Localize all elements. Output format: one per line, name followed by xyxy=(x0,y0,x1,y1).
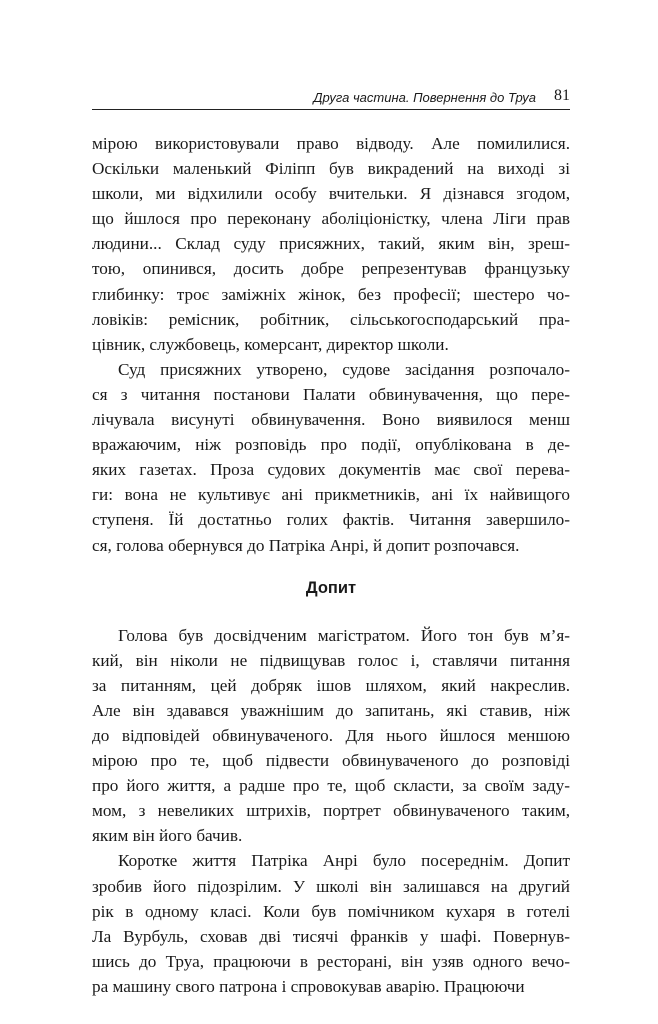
text-line: ся, голова обернувся до Патріка Анрі, й допит розпочався. xyxy=(92,535,520,555)
text-line: Але він здавався уважнішим до запитань, які ставив, ніж xyxy=(92,700,570,720)
text-line: Голова був досвідченим магістратом. Його тон був м’я- xyxy=(118,625,570,645)
page-number: 81 xyxy=(554,87,570,104)
text-line: цівник, службовець, комерсант, директор школи. xyxy=(92,334,449,354)
text-line: що йшлося про переконану аболіціоністку, члена Ліги прав xyxy=(92,209,570,229)
text-line: яких газетах. Проза судових документів має свої перева- xyxy=(92,460,570,480)
text-line: кий, він ніколи не підвищував голос і, ставлячи питання xyxy=(92,650,570,670)
text-line: ги: вона не культивує ані прикметників, ані їх найвищого xyxy=(92,485,570,505)
text-line: мірою використовували право відводу. Але помилилися. xyxy=(92,134,570,153)
text-line: ловіків: ремісник, робітник, сільськогосподарський пра- xyxy=(92,309,570,329)
text-line: глибинку: троє заміжніх жінок, без професії; шестеро чо- xyxy=(92,284,570,304)
paragraph xyxy=(92,131,570,357)
paragraph xyxy=(92,357,570,558)
text-line: ра машину свого патрона і спровокував аварію. Працюючи xyxy=(92,976,525,996)
body-text xyxy=(92,131,570,999)
text-line: про його життя, а радше про те, щоб скласти, за своїм заду- xyxy=(92,776,570,796)
text-line: школи, ми відхилили особу вчительки. Я дізнався згодом, xyxy=(92,184,570,204)
text-line: за питанням, цей добряк ішов шляхом, який накреслив. xyxy=(92,675,570,695)
text-line: Суд присяжних утворено, судове засідання розпочало- xyxy=(118,359,570,379)
running-head xyxy=(92,86,570,110)
paragraphs-after-heading xyxy=(92,623,570,999)
text-line: до відповідей обвинуваченого. Для нього йшлося меншою xyxy=(92,725,570,745)
text-line: яким він його бачив. xyxy=(92,826,243,846)
text-line: Коротке життя Патріка Анрі було посереднім. Допит xyxy=(118,851,570,871)
text-line: мірою про те, щоб підвести обвинуваченого до розповіді xyxy=(92,751,570,771)
text-line: мом, з невеликих штрихів, портрет обвинуваченого таким, xyxy=(92,801,570,821)
text-line: рік в одному класі. Коли був помічником кухаря в готелі xyxy=(92,901,570,921)
text-line: тою, опинився, досить добре репрезентував французьку xyxy=(92,259,570,279)
text-line: Оскільки маленький Філіпп був викрадений на виході зі xyxy=(92,159,570,179)
text-line: Ла Вурбуль, сховав дві тисячі франків у шафі. Повернув- xyxy=(92,926,570,946)
text-line: шись до Труа, працюючи в ресторані, він узяв одного вечо- xyxy=(92,951,570,971)
text-line: вражаючим, ніж розповідь про події, опублікована в де- xyxy=(92,435,570,455)
text-line: лічувала висунуті обвинувачення. Воно виявилося менш xyxy=(92,410,570,430)
text-line: людини... Склад суду присяжних, такий, яким він, зреш- xyxy=(92,234,570,254)
text-line: ступеня. Їй достатньо голих фактів. Читання завершило- xyxy=(92,510,570,530)
paragraph xyxy=(92,848,570,999)
running-title: Друга частина. Повернення до Труа xyxy=(313,90,536,105)
text-line: ся з читання постанови Палати обвинувачення, що пере- xyxy=(92,384,570,404)
paragraphs-before-heading xyxy=(92,131,570,558)
section-heading: Допит xyxy=(305,578,357,597)
text-line: зробив його підозрілим. У школі він залишався на другий xyxy=(92,876,570,896)
paragraph xyxy=(92,623,570,849)
